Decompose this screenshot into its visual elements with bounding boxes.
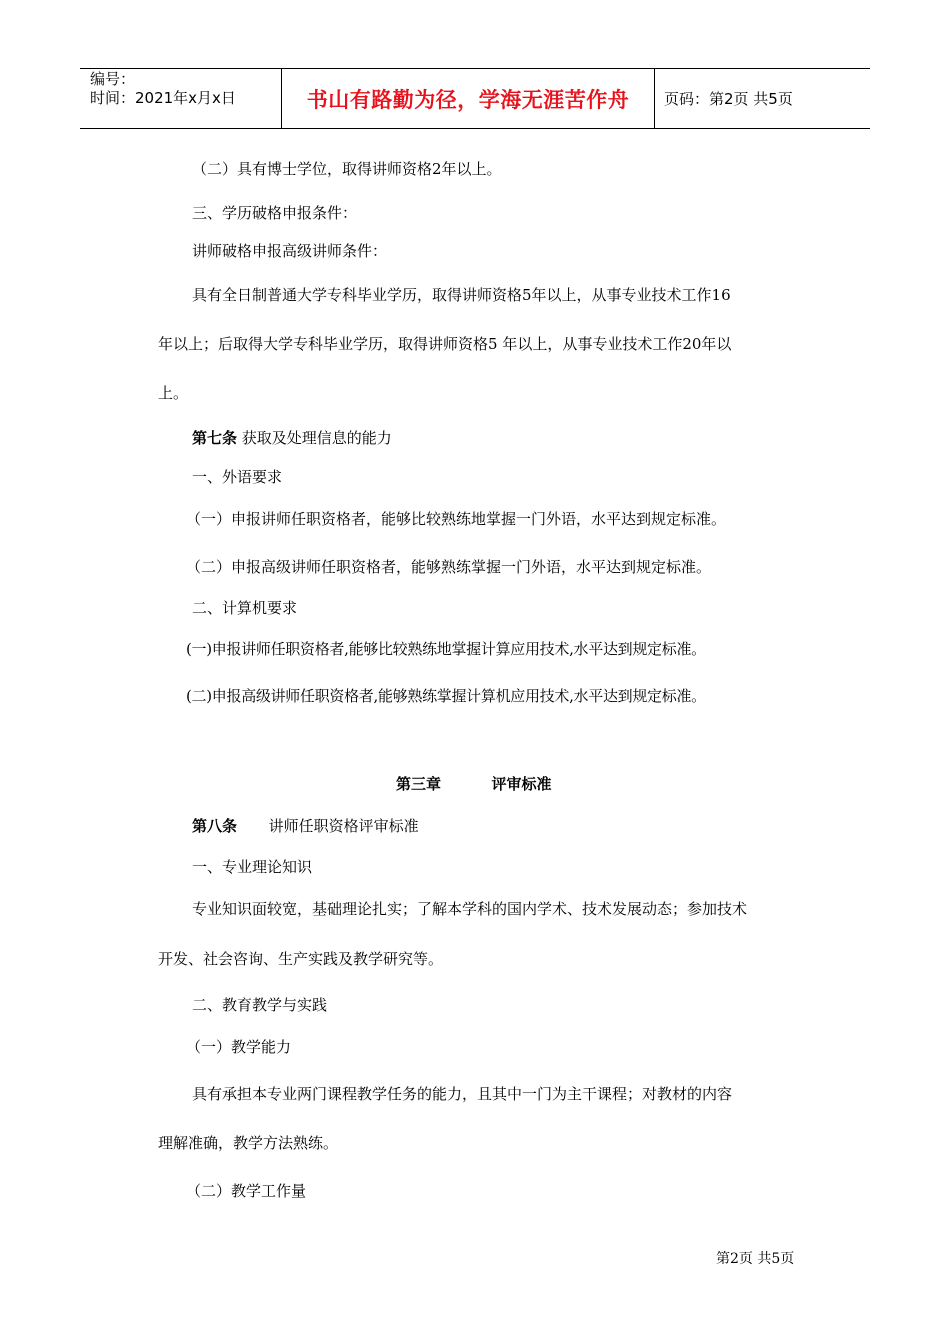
paragraph-line: 一、外语要求 xyxy=(192,468,283,486)
article-8-heading xyxy=(192,815,419,836)
document-date: 时间：2021年x月x日 xyxy=(90,89,236,107)
chapter-title: 评审标准 xyxy=(491,775,552,793)
article-7-title: 获取及处理信息的能力 xyxy=(241,429,392,447)
paragraph-line: 年以上；后取得大学专科毕业学历，取得讲师资格5 年以上，从事专业技术工作20年以 xyxy=(158,335,732,353)
article-7-heading xyxy=(192,427,392,448)
paragraph-line: 上。 xyxy=(158,384,189,402)
paragraph-line: 二、计算机要求 xyxy=(192,599,298,617)
header-motto-cell xyxy=(282,69,655,128)
paragraph-line: 具有承担本专业两门课程教学任务的能力，且其中一门为主干课程；对教材的内容 xyxy=(192,1085,733,1103)
article-7-number: 第七条 xyxy=(192,429,238,447)
article-8-title: 讲师任职资格评审标准 xyxy=(268,817,419,835)
page-footer: 第2页 共5页 xyxy=(716,1251,795,1267)
paragraph-line: 专业知识面较宽，基础理论扎实；了解本学科的国内学术、技术发展动态；参加技术 xyxy=(192,900,748,918)
paragraph-line: （二）具有博士学位，取得讲师资格2年以上。 xyxy=(192,160,502,178)
paragraph-line: 三、学历破格申报条件： xyxy=(192,204,358,222)
paragraph-line: 理解准确，教学方法熟练。 xyxy=(158,1134,339,1152)
paragraph-line: 讲师破格申报高级讲师条件： xyxy=(192,242,388,260)
paragraph-line: 具有全日制普通大学专科毕业学历，取得讲师资格5年以上，从事专业技术工作16 xyxy=(192,286,731,304)
article-8-number: 第八条 xyxy=(192,817,238,835)
paragraph-line: (二)申报高级讲师任职资格者,能够熟练掌握计算机应用技术,水平达到规定标准。 xyxy=(186,687,706,705)
chapter-number: 第三章 xyxy=(396,775,442,793)
document-number-label: 编号： xyxy=(90,70,136,88)
header-page-info: 页码：第2页 共5页 xyxy=(664,90,793,108)
chapter-heading xyxy=(396,773,552,794)
page-header xyxy=(80,68,870,129)
paragraph-line: 一、专业理论知识 xyxy=(192,858,313,876)
paragraph-line: (一)申报讲师任职资格者,能够比较熟练地掌握计算应用技术,水平达到规定标准。 xyxy=(186,640,706,658)
paragraph-line: （二）申报高级讲师任职资格者，能够熟练掌握一门外语，水平达到规定标准。 xyxy=(186,558,712,576)
header-meta xyxy=(80,69,282,128)
paragraph-line: （一）教学能力 xyxy=(186,1038,292,1056)
header-page-info-cell xyxy=(655,69,870,128)
header-motto: 书山有路勤为径，学海无涯苦作舟 xyxy=(306,87,630,112)
paragraph-line: 二、教育教学与实践 xyxy=(192,996,328,1014)
paragraph-line: （一）申报讲师任职资格者，能够比较熟练地掌握一门外语，水平达到规定标准。 xyxy=(186,510,727,528)
paragraph-line: 开发、社会咨询、生产实践及教学研究等。 xyxy=(158,950,444,968)
paragraph-line: （二）教学工作量 xyxy=(186,1182,307,1200)
